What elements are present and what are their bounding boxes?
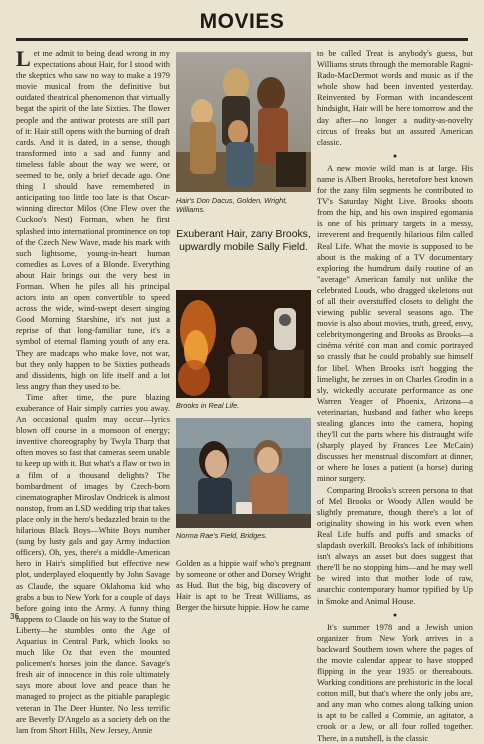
pull-quote: Exuberant Hair, zany Brooks, upwardly mobile Sally Field. — [176, 229, 311, 253]
hair-cast-photo — [176, 52, 311, 192]
section-bullet: ● — [392, 610, 398, 619]
left-column — [16, 46, 170, 735]
left-paragraph-1 — [16, 48, 170, 392]
right-paragraph-3: Comparing Brooks's screen persona to that of Mel Brooks or Woody Allen would be slightly premature, though there's a lot of originality showing in his work even when Real Life huffs and puffs and smacks of slapdash overkill. Brooks's lack of inhibitions isn't always an asset but does suggest that there'll be no stopping him—and he may well be wired into that mother lode of raw, anarchic contemporary humor typified by Up in Smoke and Animal House. — [317, 485, 473, 606]
left-paragraph-1-text: et me admit to being dead wrong in my expectations about Hair, for I stood with the skeptics who saw no way to make a 1979 movie musical from the definitive but outdated theatrical phenomenon that virtually begat the spirit of the late Sixties. The flower people and the antiwar protests are still part of it: Hair still opens with the burning of draft cards. And it is dated, in a sense, though transformed into a sad and funny and timeless fable about the way we were, or seemed to be, only a brief decade ago. One thing I should have remembered in anticipating too little too late is that Oscar-winning director Milos (One Flew over the Cuckoo's Nest) Forman, when he first splashed into international prominence on top of the Czech New Wave, made his mark with such lightsome, young-in-heart human comedies as Loves of a Blonde. Everything about Hair brings out the very best in Forman. When he piles all his principal actors into an open convertible to speed across the wide, wind-swept desert singing Good Morning Starshine, it's not just a reprise of that long-familiar tune, it's a symbol of eternal flaming youth of any era. They are madcaps who make love, not war, but they only happen to be Sixties potheads and dissidents, high on life itself and a lot less angry than they used to be. — [16, 49, 170, 391]
hair-photo-caption: Hair's Don Dacus, Golden, Wright, Williams. — [176, 196, 288, 214]
norma-rae-photo-caption: Norma Rae's Field, Bridges. — [176, 531, 268, 540]
right-column — [317, 48, 473, 743]
middle-column-text — [176, 558, 311, 628]
header-rule — [16, 38, 468, 41]
real-life-photo — [176, 290, 311, 398]
section-title: MOVIES — [199, 10, 285, 33]
section-header — [0, 0, 484, 46]
norma-rae-photo — [176, 418, 311, 528]
right-paragraph-2: A new movie wild man is at large. His name is Albert Brooks, heretofore best known for the zany film segments he contributed to TV's Saturday Night Live. Brooks shoots from the hip, and his own inspired egomania is one of his primary targets in a messy, irreverent and frequently hilarious film called Real Life. What the movie is supposed to be about is the making of a TV documentary exploring the humdrum daily routine of an "average" American family not unlike the celebrated Louds, who dragged skeletons out of all their overstuffed closets to delight the viewing public several seasons ago. The movie is also about movies, truth, greed, envy, celebritymongering and Brooks as Brooks—a cinéma vérité con man and comic portrayed so crassly that he could probably sue himself for libel. When Brooks isn't hogging the limelight, he zeroes in on Charles Grodin in a sly, wickedly accurate performance as one Warren Yeager of Phoenix, Arizona—a veterinarian, husband and father who keeps stealing glances into the camera, hoping they'll cut the parts where his distraught wife (sharply played by Frances Lee McCain) discusses her menstrual discomfort at dinner, or where he loses a patient (a horse) during minor surgery. — [317, 163, 473, 484]
real-life-photo-caption: Brooks in Real Life. — [176, 401, 240, 410]
left-paragraph-2: Time after time, the pure blazing exuberance of Hair simply carries you away. An occasional qualm may occur—lyrics blown off course in a monsoon of energy; inventive choreography by Twyla Tharp that often moves so fast that cameras seem unable to keep up with it. But what's a flaw or two in a film of a thousand delights? The bombardment of images by Czech-born cinematographer Miroslav Ondricek is almost nonstop, from an LSD wedding trip that takes place only in the hero's bedazzled brain to the hilarious Black Boys—White Boys number (sung by lusty gals and gay Army induction officers). Oh, yes, there's a middle-American hero in Hair's simplified but effective new plot, underplayed eloquently by John Savage as Claude, the square Oklahoma kid who grabs a bus to New York for a couple of days before going into the Army. A funny thing happens to Claude on his way to the Statue of Liberty—he stumbles onto the Age of Aquarius in Central Park, which looks so much like Oz that even the mounted policemen's horses join the dance. Savage's fresh air of innocence in this role ultimately says more about love and peace than he managed to project as the pitiable paraplegic veteran in The Deer Hunter. No less terrific are Beverly D'Angelo as a society deb on the lam from Short Hills, New Jersey, Annie — [16, 392, 170, 735]
page-number: 36 — [10, 612, 19, 621]
right-paragraph-1: to be called Treat is anybody's guess, but Williams struts through the memorable Ragni-Rado-MacDermot words and music as if the whole show had been invented yesterday. Reinvented by Forman with incandescent hindsight, Hair will be here tomorrow and the day after—no longer a nudity-as-novelty circus of freaks but an assured American classic. — [317, 49, 473, 147]
right-paragraph-4: It's summer 1978 and a Jewish union organizer from New York arrives in a backward Southern town where the pages of the movie calendar appear to have stopped flipping in the year 1935 or thereabouts. Working conditions are prehistoric in the local cotton mill, but that's where the only jobs are, and any man who comes along talking union is apt to be called a Commie, an agitator, a crook or a Jew, or all four rolled together. There, in a nutshell, is the classic — [317, 622, 473, 743]
middle-paragraph: Golden as a hippie waif who's pregnant by someone or other and Dorsey Wright as Hud. But the big, big discovery of Hair is apt to be Treat Williams, as Berger the hirsute hippie. How he came — [176, 559, 311, 613]
section-bullet: ● — [392, 151, 398, 160]
drop-cap: L — [16, 46, 31, 71]
